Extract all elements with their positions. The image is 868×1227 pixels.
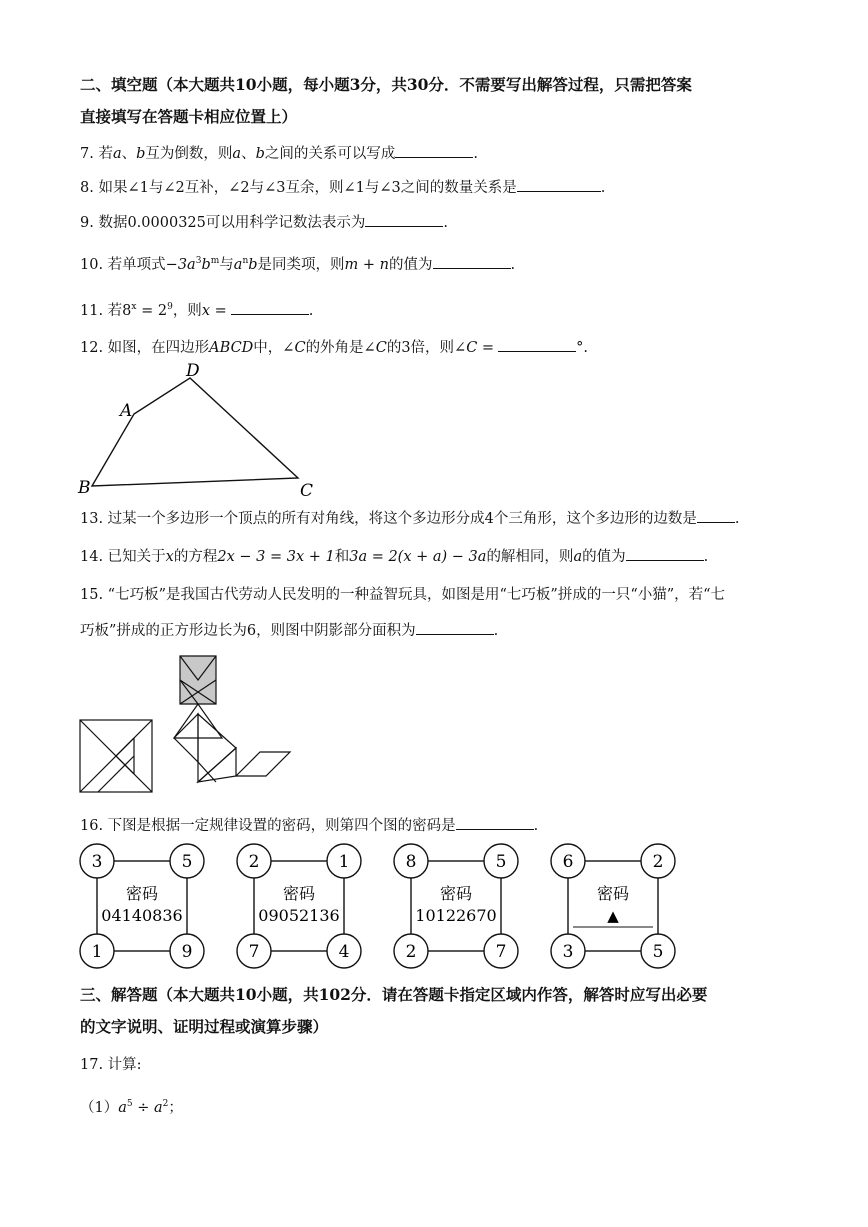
password-figure (76, 842, 686, 972)
corner-top-left-number: 3 (91, 852, 103, 872)
q15-end: . (493, 623, 499, 639)
q11-text: 若 (107, 302, 123, 319)
q13-end: . (734, 511, 740, 527)
q7-text: 若 (98, 146, 113, 162)
q17-end: ； (168, 1099, 183, 1116)
q10-text: 若单项式 (107, 256, 166, 273)
label-a: A (120, 401, 133, 421)
q10-expr1: −3a (165, 256, 196, 273)
q10-mid: 与 (219, 256, 234, 273)
q11-eq: = 2 (136, 302, 168, 319)
password-code: 04140836 (101, 906, 183, 925)
corner-top-left-number: 2 (248, 852, 260, 872)
q10-exp2: n (242, 256, 249, 266)
q7-var-b2: b (255, 146, 265, 162)
corner-bottom-left-number: 3 (562, 942, 574, 962)
answer-blank[interactable] (697, 508, 735, 523)
q12-text1: 如图，在四边形 (107, 340, 210, 356)
answer-blank[interactable] (517, 177, 601, 192)
q16-end: . (533, 818, 539, 834)
quadrilateral-outline (92, 378, 298, 486)
question-13 (80, 508, 740, 529)
q17-base2: a (154, 1099, 163, 1116)
answer-blank[interactable] (498, 337, 576, 352)
q10-expr2: a (233, 256, 243, 273)
q14-post: 的解相同，则 (486, 549, 574, 565)
q10-number: 10. (80, 256, 104, 273)
question-16 (80, 815, 538, 836)
corner-bottom-right-number: 5 (652, 942, 664, 962)
q11-exp1: x (131, 302, 137, 312)
password-code: 09052136 (258, 906, 340, 925)
label-c: C (300, 481, 314, 500)
q7-sep: 、 (121, 146, 137, 162)
q12-c2: C (375, 340, 387, 356)
password-code: 10122670 (415, 906, 497, 925)
q16-text: 下图是根据一定规律设置的密码，则第四个图的密码是 (107, 818, 456, 834)
corner-top-right-number: 5 (495, 852, 507, 872)
q10-end: . (510, 256, 516, 273)
q12-c1: C (294, 340, 306, 356)
section-3-heading: 三、解答题（本大题共10小题，共102分．请在答题卡指定区域内作答，解答时应写出必要 (80, 985, 708, 1004)
q11-number: 11. (80, 302, 104, 319)
question-15-cont (80, 620, 498, 641)
q10-post: 是同类项，则 (257, 256, 345, 273)
answer-blank[interactable] (626, 546, 704, 561)
q12-text4: 的3倍，则∠ (386, 340, 467, 356)
corner-top-left-number: 8 (405, 852, 417, 872)
q7-sep2: 、 (241, 146, 256, 162)
tangram-square (80, 720, 152, 792)
password-title: 密码 (439, 884, 473, 903)
corner-bottom-right-number: 7 (495, 942, 507, 962)
q17-exp1: 5 (126, 1099, 133, 1109)
question-17-part-1 (80, 1094, 183, 1118)
q9-end: . (443, 215, 448, 231)
q10-tail: 的值为 (389, 256, 433, 273)
password-box (237, 844, 361, 968)
q17-div: ÷ (132, 1099, 154, 1116)
corner-top-left-number: 6 (562, 852, 574, 872)
q14-mid: 的方程 (173, 549, 218, 565)
question-17 (80, 1055, 142, 1075)
password-box (551, 844, 675, 968)
question-9 (80, 212, 448, 233)
q8-number: 8. (80, 180, 94, 196)
q15-text2: 巧板”拼成的正方形边长为6，则图中阴影部分面积为 (80, 623, 416, 639)
corner-bottom-right-number: 9 (181, 942, 193, 962)
q15-number: 15. (80, 587, 104, 603)
answer-blank[interactable] (231, 300, 309, 315)
q14-end: . (703, 549, 709, 565)
tangram-figure (76, 652, 296, 802)
answer-blank[interactable] (395, 143, 473, 158)
password-title: 密码 (596, 884, 630, 903)
answer-blank[interactable] (433, 254, 511, 269)
q12-abcd: ABCD (209, 340, 254, 356)
password-box-frame (568, 861, 658, 951)
q7-text3: 之间的关系可以写成 (264, 146, 396, 162)
q11-x: x = (201, 302, 227, 319)
q14-tail: 的值为 (582, 549, 626, 565)
q11-base: 8 (122, 302, 132, 319)
tangram-cat (174, 656, 290, 782)
corner-bottom-right-number: 4 (338, 942, 350, 962)
q11-exp2: 9 (167, 302, 173, 312)
q14-x: x (165, 549, 174, 565)
q14-eq2: 3a = 2(x + a) − 3a (349, 549, 487, 565)
q10-mn: m + n (344, 256, 389, 273)
q17-base1: a (118, 1099, 127, 1116)
corner-top-right-number: 2 (652, 852, 664, 872)
corner-bottom-left-number: 2 (405, 942, 417, 962)
password-code: ▲ (607, 907, 619, 925)
q14-and: 和 (334, 549, 350, 565)
q9-number: 9. (80, 215, 94, 231)
q16-number: 16. (80, 818, 104, 834)
quadrilateral-figure (72, 360, 332, 500)
question-14 (80, 546, 708, 567)
password-title: 密码 (282, 884, 316, 903)
question-10 (80, 251, 515, 275)
q12-number: 12. (80, 340, 104, 356)
corner-bottom-left-number: 1 (91, 942, 103, 962)
q14-text: 已知关于 (107, 549, 166, 565)
q17-text: 计算: (107, 1057, 142, 1073)
q17-exp2: 2 (162, 1099, 169, 1109)
question-7 (80, 143, 478, 164)
q10-expr2b: b (248, 256, 258, 273)
q12-text3: 的外角是∠ (305, 340, 376, 356)
q14-eq1: 2x − 3 = 3x + 1 (217, 549, 335, 565)
q12-text5: = (477, 340, 495, 356)
q7-number: 7. (80, 146, 94, 162)
q8-text: 如果∠1与∠2互补，∠2与∠3互余，则∠1与∠3之间的数量关系是 (98, 180, 517, 196)
question-15 (80, 585, 725, 605)
q11-mid: ，则 (172, 302, 202, 319)
password-box (80, 844, 204, 968)
answer-blank[interactable] (416, 620, 494, 635)
q17-number: 17. (80, 1057, 104, 1073)
q10-exp1: 3 (195, 256, 202, 266)
password-box (394, 844, 518, 968)
q12-c3: C (466, 340, 478, 356)
section-2-heading-cont: 直接填写在答题卡相应位置上） (80, 107, 298, 126)
question-8 (80, 177, 605, 198)
q10-expr1b: b (201, 256, 211, 273)
q13-number: 13. (80, 511, 104, 527)
q10-exp1b: m (210, 256, 220, 266)
q17-part1-label: （1） (80, 1099, 119, 1116)
corner-bottom-left-number: 7 (248, 942, 260, 962)
question-11 (80, 297, 313, 321)
label-b: B (78, 478, 91, 498)
answer-blank[interactable] (456, 815, 534, 830)
q7-text2: 互为倒数，则 (145, 146, 233, 162)
q13-text: 过某一个多边形一个顶点的所有对角线，将这个多边形分成4个三角形，这个多边形的边数是 (107, 511, 697, 527)
corner-top-right-number: 5 (181, 852, 193, 872)
question-12 (80, 337, 588, 358)
q7-end: . (473, 146, 478, 162)
q7-var-a: a (112, 146, 122, 162)
q14-a: a (573, 549, 583, 565)
q12-text2: 中，∠ (253, 340, 295, 356)
q11-end: . (308, 302, 314, 319)
corner-top-right-number: 1 (338, 852, 350, 872)
section-3-heading-cont: 的文字说明、证明过程或演算步骤） (80, 1017, 329, 1036)
password-title: 密码 (125, 884, 159, 903)
q12-end: °. (576, 340, 588, 356)
section-2-heading: 二、填空题（本大题共10小题，每小题3分，共30分．不需要写出解答过程，只需把答案 (80, 75, 692, 94)
q8-end: . (600, 180, 606, 196)
label-d: D (186, 361, 200, 381)
q14-number: 14. (80, 549, 104, 565)
q9-text: 数据0.0000325可以用科学记数法表示为 (98, 215, 366, 231)
answer-blank[interactable] (365, 212, 443, 227)
q7-var-b: b (136, 146, 146, 162)
q15-text1: “七巧板”是我国古代劳动人民发明的一种益智玩具，如图是用“七巧板”拼成的一只“小猫”，若“七 (107, 587, 726, 603)
q7-var-a2: a (232, 146, 242, 162)
